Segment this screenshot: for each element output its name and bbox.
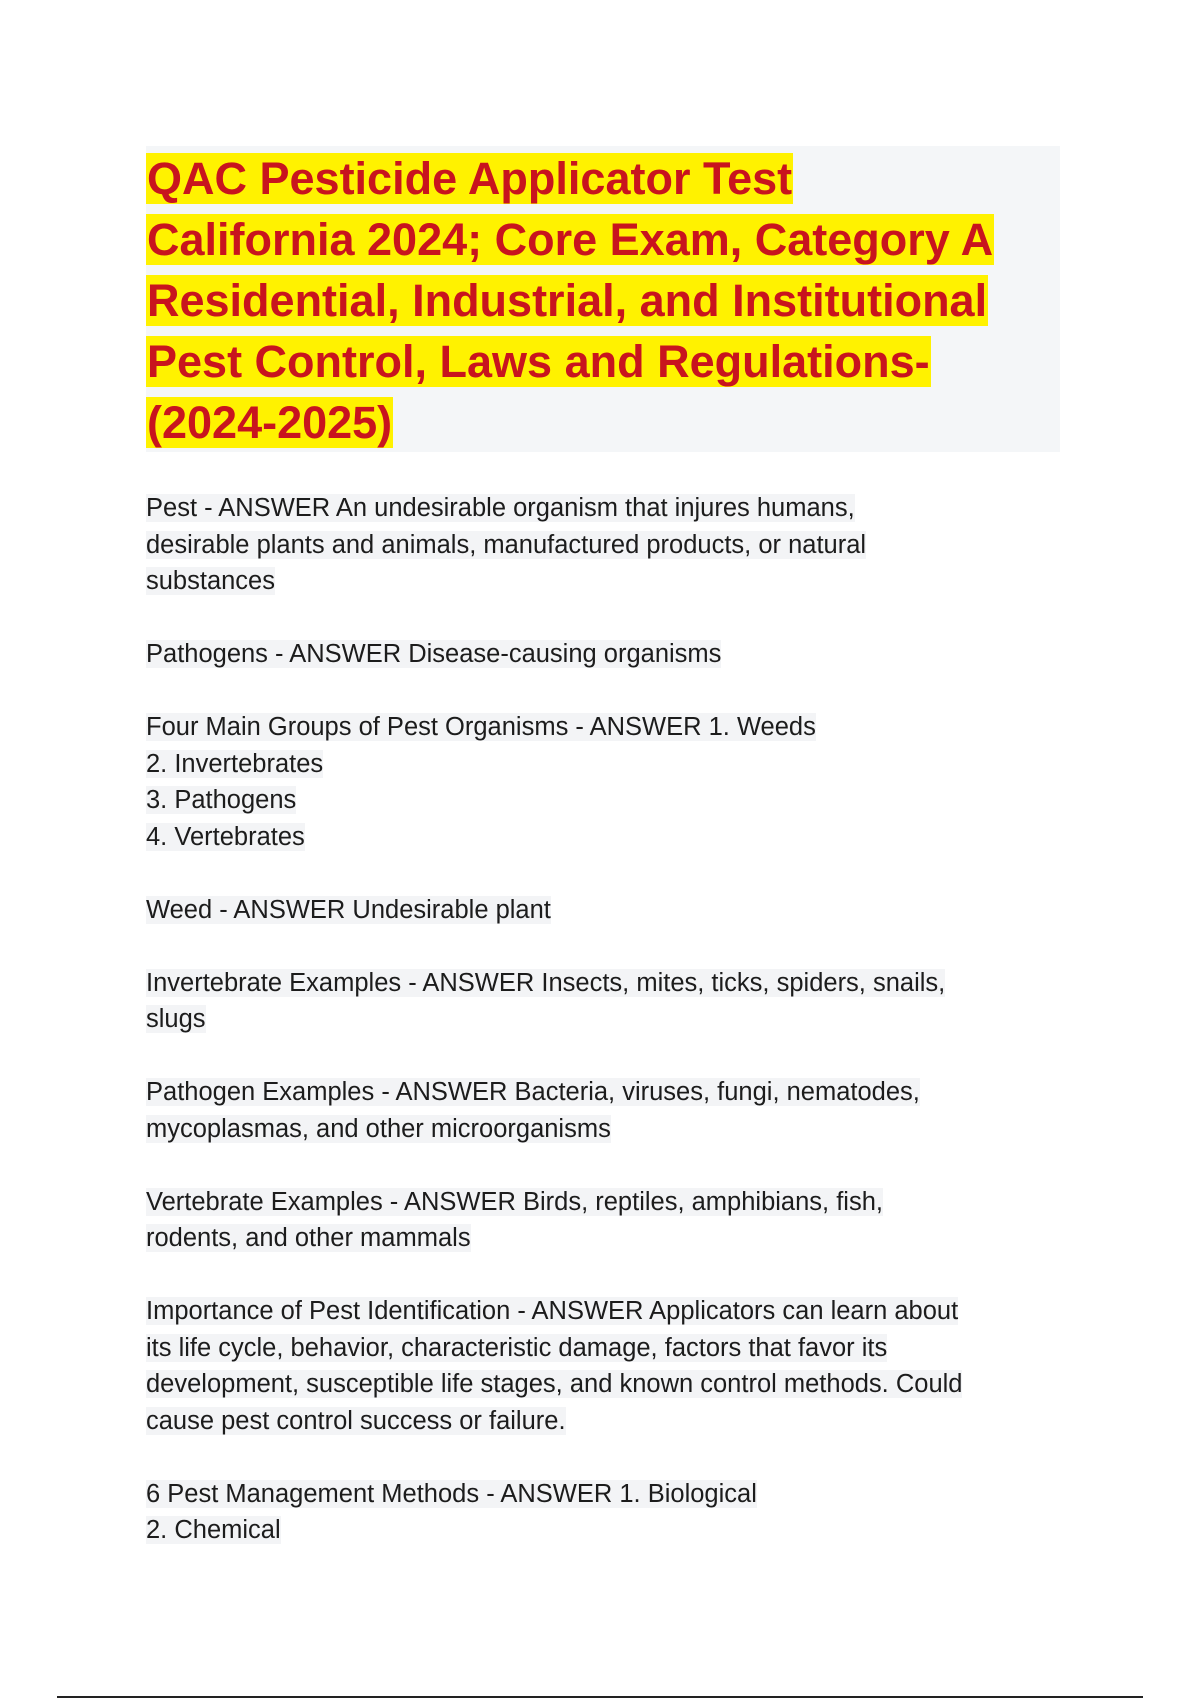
qa-item xyxy=(146,965,1066,1038)
qa-line xyxy=(146,1366,1066,1403)
qa-separator: - ANSWER xyxy=(401,968,542,997)
qa-item xyxy=(146,1293,1066,1439)
qa-line xyxy=(146,1476,1066,1513)
qa-item xyxy=(146,709,1066,855)
qa-answer-text: Birds, reptiles, amphibians, fish, xyxy=(522,1187,883,1216)
qa-line xyxy=(146,1220,1066,1257)
qa-separator: - ANSWER xyxy=(197,494,336,522)
qa-line xyxy=(146,965,1066,1002)
qa-line xyxy=(146,746,1066,783)
qa-answer-text: 3. Pathogens xyxy=(146,786,297,814)
qa-line xyxy=(146,1512,1066,1549)
qa-answer-text: 2. Chemical xyxy=(146,1516,281,1544)
qa-term: Importance of Pest Identification xyxy=(146,1297,511,1325)
qa-line xyxy=(146,1074,1066,1111)
qa-term: 6 Pest Management Methods xyxy=(146,1479,480,1508)
qa-separator: - ANSWER xyxy=(479,1479,620,1508)
qa-term: Pest xyxy=(146,494,198,522)
qa-answer-text: desirable plants and animals, manufactured products, or natural xyxy=(146,530,867,559)
title-line: California 2024; Core Exam, Category A xyxy=(147,214,994,265)
qa-line xyxy=(146,1184,1066,1221)
qa-list xyxy=(146,490,1066,1585)
qa-answer-text: Disease-causing organisms xyxy=(408,640,722,668)
qa-line xyxy=(146,709,1066,746)
qa-line xyxy=(146,892,1066,929)
qa-answer-text: substances xyxy=(146,567,275,595)
qa-answer-text: slugs xyxy=(146,1005,206,1033)
qa-line xyxy=(146,1111,1066,1148)
title-line: (2024-2025) xyxy=(147,397,393,448)
qa-term: Pathogen Examples xyxy=(146,1078,375,1106)
qa-line xyxy=(146,819,1066,856)
qa-answer-text: development, susceptible life stages, and known control methods. Could xyxy=(146,1370,963,1398)
qa-separator: - ANSWER xyxy=(382,1187,523,1216)
qa-answer-text: rodents, and other mammals xyxy=(146,1224,471,1252)
qa-separator: - ANSWER xyxy=(267,640,409,668)
qa-answer-text: cause pest control success or failure. xyxy=(146,1406,566,1435)
qa-line xyxy=(146,1403,1066,1440)
qa-line xyxy=(146,782,1066,819)
title-line: Residential, Industrial, and Institutional xyxy=(147,275,988,326)
qa-separator: - ANSWER xyxy=(568,713,709,741)
qa-term: Vertebrate Examples xyxy=(146,1187,383,1216)
qa-line xyxy=(146,1001,1066,1038)
qa-answer-text: Undesirable plant xyxy=(352,895,551,924)
qa-line xyxy=(146,636,1066,673)
qa-line xyxy=(146,527,1066,564)
qa-answer-text: 4. Vertebrates xyxy=(146,822,305,851)
qa-answer-text: Applicators can learn about xyxy=(649,1297,959,1325)
qa-item xyxy=(146,1074,1066,1147)
qa-item xyxy=(146,1476,1066,1549)
qa-line xyxy=(146,563,1066,600)
qa-term: Four Main Groups of Pest Organisms xyxy=(146,713,569,741)
qa-answer-text: An undesirable organism that injures humans, xyxy=(335,494,855,522)
qa-answer-text: mycoplasmas, and other microorganisms xyxy=(146,1114,611,1143)
page-divider xyxy=(57,1696,1143,1698)
qa-answer-text: Insects, mites, ticks, spiders, snails, xyxy=(541,968,946,997)
document-title xyxy=(146,148,1076,453)
qa-answer-text: 2. Invertebrates xyxy=(146,749,324,778)
qa-answer-text: 1. Weeds xyxy=(708,713,816,741)
qa-separator: - ANSWER xyxy=(212,895,353,924)
qa-answer-text: its life cycle, behavior, characteristic damage, factors that favor its xyxy=(146,1333,888,1362)
qa-line xyxy=(146,490,1066,527)
qa-term: Weed xyxy=(146,895,213,924)
qa-item xyxy=(146,892,1066,929)
qa-line xyxy=(146,1330,1066,1367)
qa-item xyxy=(146,636,1066,673)
title-line: Pest Control, Laws and Regulations- xyxy=(147,336,930,387)
qa-term: Pathogens xyxy=(146,640,268,668)
qa-item xyxy=(146,490,1066,600)
qa-separator: - ANSWER xyxy=(374,1078,515,1106)
qa-answer-text: Bacteria, viruses, fungi, nematodes, xyxy=(514,1078,920,1106)
qa-line xyxy=(146,1293,1066,1330)
qa-term: Invertebrate Examples xyxy=(146,968,402,997)
title-line: QAC Pesticide Applicator Test xyxy=(147,153,793,204)
qa-item xyxy=(146,1184,1066,1257)
qa-separator: - ANSWER xyxy=(510,1297,650,1325)
qa-answer-text: 1. Biological xyxy=(619,1479,757,1508)
